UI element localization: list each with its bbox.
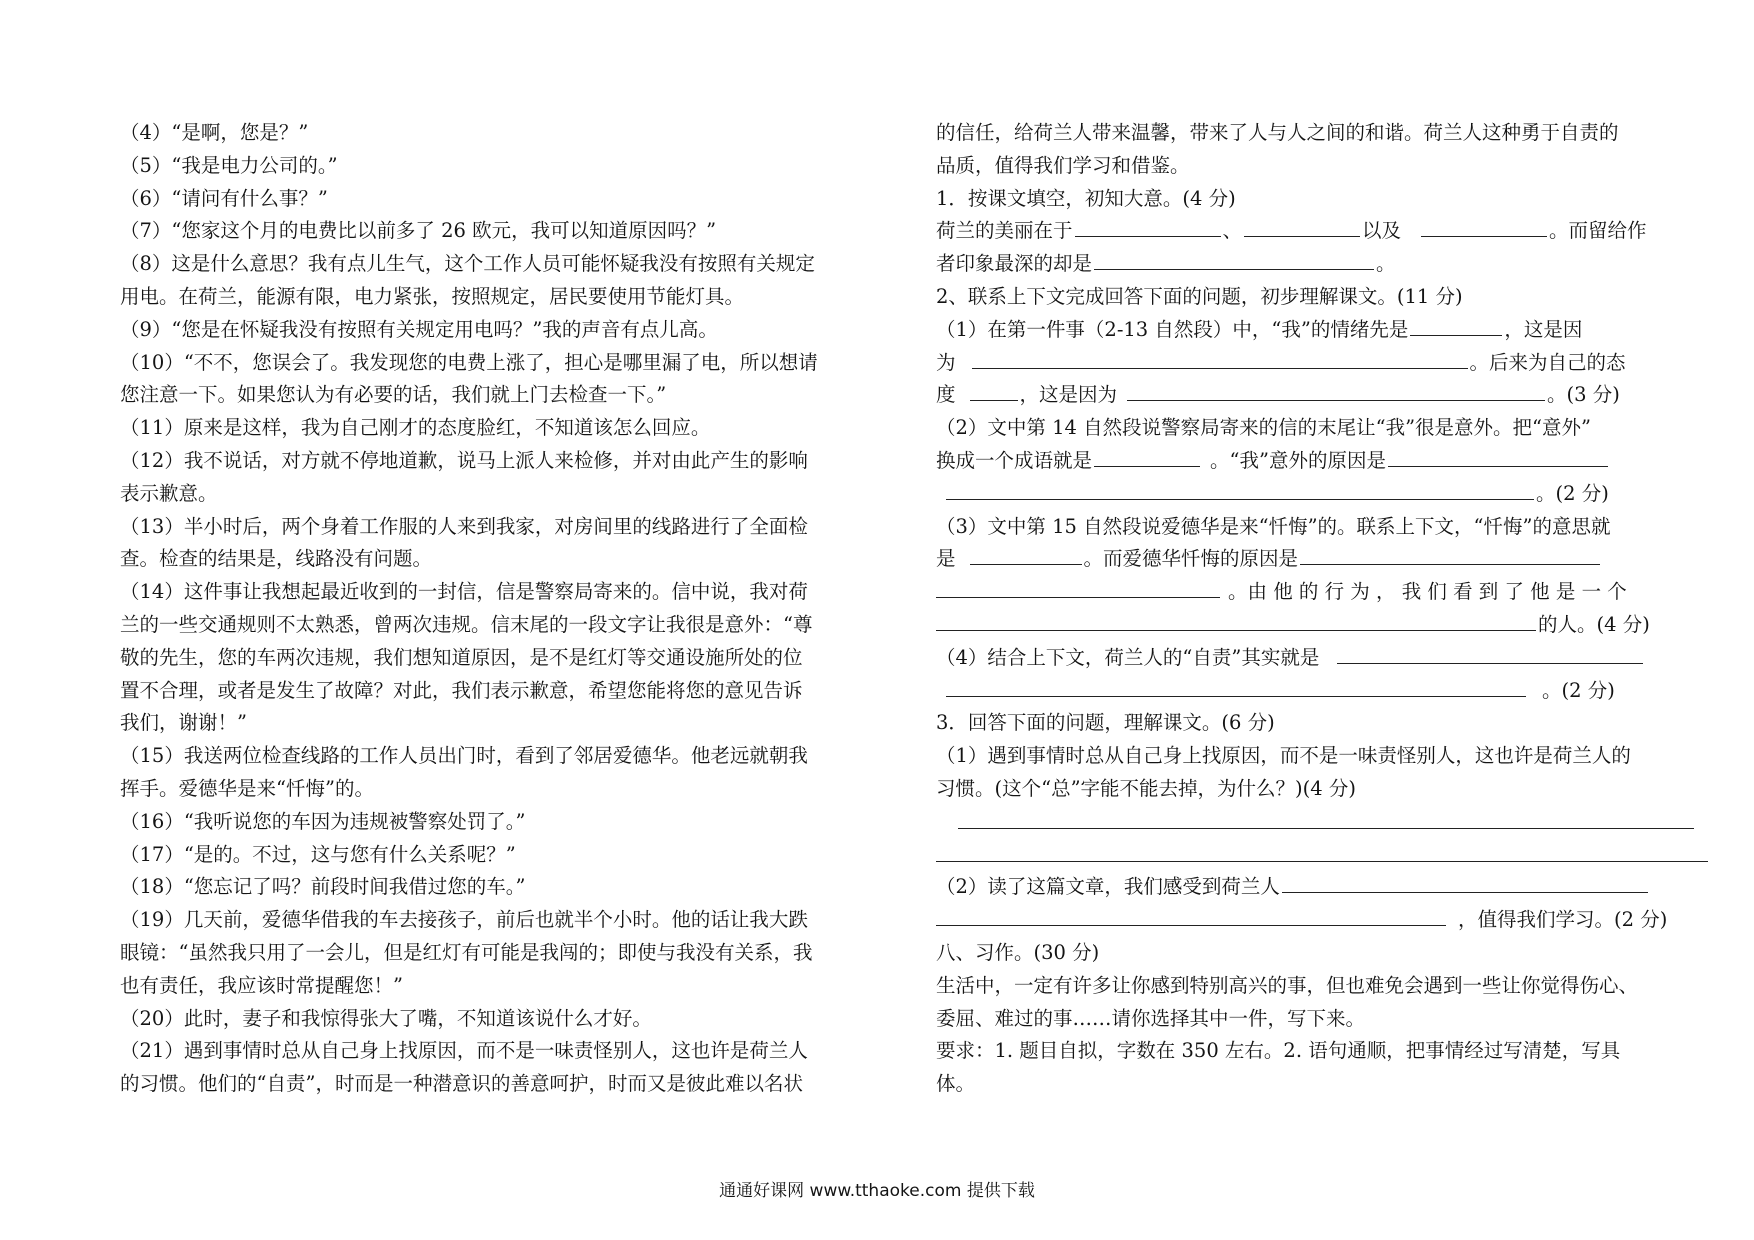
page-footer: 通通好课网 www.tthaoke.com 提供下载 <box>719 1181 1035 1201</box>
answer-blank[interactable] <box>970 379 1018 401</box>
text-line: （7）“您家这个月的电费比以前多了 26 欧元，我可以知道原因吗？” <box>120 219 717 243</box>
text-fragment: 。“我”意外的原因是 <box>1210 448 1386 472</box>
section-8-heading: 八、习作。(30 分) <box>936 940 1100 964</box>
text-line: （9）“您是在怀疑我没有按照有关规定用电吗？”我的声音有点儿高。 <box>120 317 718 341</box>
question-2-1-line-3 <box>936 379 1708 412</box>
question-2-2-line-2 <box>936 445 1708 478</box>
text-line: 兰的一些交通规则不太熟悉，曾两次违规。信末尾的一段文字让我很是意外：“尊 <box>120 612 813 636</box>
right-column <box>936 117 1708 1101</box>
text-fragment: 。由 他 的 行 为 ， 我 们 看 到 了 他 是 一 个 <box>1228 580 1627 604</box>
answer-blank[interactable] <box>1094 248 1374 270</box>
text-line: 我们，谢谢！” <box>120 711 247 735</box>
question-1-line-1 <box>936 215 1708 248</box>
text-fragment: 是 <box>936 547 956 571</box>
left-column <box>120 117 890 1101</box>
text-line: （4）“是啊，您是？” <box>120 121 309 144</box>
answer-blank[interactable] <box>1388 445 1608 467</box>
text-line: （14）这件事让我想起最近收到的一封信，信是警察局寄来的。信中说，我对荷 <box>120 580 808 604</box>
question-2-4-line-1 <box>936 642 1708 675</box>
answer-blank[interactable] <box>1421 215 1547 237</box>
answer-blank[interactable] <box>1282 871 1648 893</box>
question-1-line-2 <box>936 248 1708 281</box>
text-fragment: ，值得我们学习。(2 分) <box>1458 908 1668 932</box>
answer-blank[interactable] <box>1127 379 1545 401</box>
text-fragment: 。后来为自己的态 <box>1469 350 1626 374</box>
text-line: （15）我送两位检查线路的工作人员出门时，看到了邻居爱德华。他老远就朝我 <box>120 744 808 768</box>
question-3-1-line-2: 习惯。(这个“总”字能不能去掉，为什么？)(4 分) <box>936 776 1356 800</box>
text-line: （6）“请问有什么事？” <box>120 186 328 210</box>
answer-line[interactable] <box>936 839 1708 872</box>
answer-blank[interactable] <box>946 675 1526 697</box>
text-fragment: ，这是因 <box>1504 317 1583 341</box>
text-line: （10）“不不，您误会了。我发现您的电费上涨了，担心是哪里漏了电，所以想请 <box>120 350 818 374</box>
answer-blank[interactable] <box>972 347 1468 369</box>
answer-blank[interactable] <box>936 576 1220 598</box>
text-line: （20）此时，妻子和我惊得张大了嘴，不知道该说什么才好。 <box>120 1006 652 1030</box>
text-fragment: 。(2 分) <box>1536 481 1609 505</box>
answer-rule[interactable] <box>936 839 1708 862</box>
text-line: （17）“是的。不过，这与您有什么关系呢？” <box>120 842 516 866</box>
question-3-2-line-1 <box>936 871 1708 904</box>
text-line: 查。检查的结果是，线路没有问题。 <box>120 547 433 571</box>
text-fragment: 度 <box>936 383 956 407</box>
text-line: （13）半小时后，两个身着工作服的人来到我家，对房间里的线路进行了全面检 <box>120 514 808 538</box>
text-line: （11）原来是这样，我为自己刚才的态度脸红，不知道该怎么回应。 <box>120 416 711 440</box>
question-2-2-line-1: （2）文中第 14 自然段说警察局寄来的信的末尾让“我”很是意外。把“意外” <box>936 416 1591 440</box>
answer-blank[interactable] <box>1410 314 1502 336</box>
question-3-1-line-1: （1）遇到事情时总从自己身上找原因，而不是一味责怪别人，这也许是荷兰人的 <box>936 744 1631 768</box>
text-line: （16）“我听说您的车因为违规被警察处罚了。” <box>120 809 526 833</box>
text-line: 也有责任，我应该时常提醒您！” <box>120 973 403 997</box>
text-line: 眼镜：“虽然我只用了一会儿，但是红灯有可能是我闯的；即使与我没有关系，我 <box>120 940 813 964</box>
answer-blank[interactable] <box>946 478 1534 500</box>
text-fragment: 换成一个成语就是 <box>936 448 1093 472</box>
question-2-1-line-1 <box>936 314 1708 347</box>
text-line: 的信任，给荷兰人带来温馨，带来了人与人之间的和谐。荷兰人这种勇于自责的 <box>936 121 1619 144</box>
text-line: 体。 <box>936 1072 976 1096</box>
answer-blank[interactable] <box>1300 543 1600 565</box>
question-2-3-line-2 <box>936 543 1708 576</box>
text-line: 用电。在荷兰，能源有限，电力紧张，按照规定，居民要使用节能灯具。 <box>120 284 745 308</box>
text-fragment: 以及 <box>1362 219 1402 243</box>
text-fragment: 为 <box>936 350 956 374</box>
question-2-2-line-3 <box>936 478 1708 511</box>
text-line: （8）这是什么意思？我有点儿生气，这个工作人员可能怀疑我没有按照有关规定 <box>120 252 815 276</box>
text-fragment: （1）在第一件事（2-13 自然段）中，“我”的情绪先是 <box>936 317 1409 341</box>
question-1-heading: 1．按课文填空，初知大意。(4 分) <box>936 186 1236 210</box>
text-line: 品质，值得我们学习和借鉴。 <box>936 153 1190 177</box>
text-fragment: ，这是因为 <box>1019 383 1118 407</box>
answer-line[interactable] <box>936 806 1708 839</box>
answer-blank[interactable] <box>1075 215 1221 237</box>
answer-blank[interactable] <box>1337 642 1643 664</box>
text-line: 敬的先生，您的车两次违规，我们想知道原因，是不是红灯等交通设施所处的位 <box>120 645 803 669</box>
answer-blank[interactable] <box>936 904 1446 926</box>
text-line: 的习惯。他们的“自责”，时而是一种潜意识的善意呵护，时而又是彼此难以名状 <box>120 1072 803 1096</box>
question-2-4-line-2 <box>936 675 1708 708</box>
answer-blank[interactable] <box>970 543 1082 565</box>
answer-rule[interactable] <box>958 806 1694 829</box>
text-fragment: 。 <box>1376 252 1396 276</box>
text-fragment: 的人。(4 分) <box>1538 612 1650 636</box>
question-2-1-line-2 <box>936 347 1708 380</box>
text-line: 生活中，一定有许多让你感到特别高兴的事，但也难免会遇到一些让你觉得伤心、 <box>936 973 1639 997</box>
text-fragment: 。而爱德华忏悔的原因是 <box>1083 547 1299 571</box>
answer-blank[interactable] <box>1244 215 1360 237</box>
text-fragment: 、 <box>1222 219 1243 243</box>
answer-blank[interactable] <box>936 609 1536 631</box>
question-2-heading: 2、联系上下文完成回答下面的问题，初步理解课文。(11 分) <box>936 284 1463 308</box>
text-line: （5）“我是电力公司的。” <box>120 153 338 177</box>
text-line: 要求：1. 题目自拟，字数在 350 左右。2. 语句通顺，把事情经过写清楚，写具 <box>936 1039 1621 1063</box>
text-fragment: 。而留给作 <box>1549 219 1647 243</box>
text-line: 置不合理，或者是发生了故障？对此，我们表示歉意，希望您能将您的意见告诉 <box>120 678 803 702</box>
text-line: （19）几天前，爱德华借我的车去接孩子，前后也就半个小时。他的话让我大跌 <box>120 908 808 932</box>
question-2-3-line-3 <box>936 576 1708 609</box>
text-line: 委屈、难过的事……请你选择其中一件，写下来。 <box>936 1006 1366 1030</box>
answer-blank[interactable] <box>1094 445 1200 467</box>
text-fragment: （2）读了这篇文章，我们感受到荷兰人 <box>936 875 1280 899</box>
text-line: 表示歉意。 <box>120 481 218 505</box>
question-2-3-line-4 <box>936 609 1708 642</box>
text-line: （12）我不说话，对方就不停地道歉，说马上派人来检修，并对由此产生的影响 <box>120 448 808 472</box>
text-line: （21）遇到事情时总从自己身上找原因，而不是一味责怪别人，这也许是荷兰人 <box>120 1039 808 1063</box>
question-3-2-line-2 <box>936 904 1708 937</box>
text-line: （18）“您忘记了吗？前段时间我借过您的车。” <box>120 875 526 899</box>
text-fragment: 。(3 分) <box>1547 383 1620 407</box>
text-line: 挥手。爱德华是来“忏悔”的。 <box>120 776 374 800</box>
question-2-3-line-1: （3）文中第 15 自然段说爱德华是来“忏悔”的。联系上下文，“忏悔”的意思就 <box>936 514 1611 538</box>
text-line: 您注意一下。如果您认为有必要的话，我们就上门去检查一下。” <box>120 383 667 407</box>
question-3-heading: 3．回答下面的问题，理解课文。(6 分) <box>936 711 1275 735</box>
text-fragment: 。(2 分) <box>1542 678 1615 702</box>
text-fragment: （4）结合上下文，荷兰人的“自责”其实就是 <box>936 645 1320 669</box>
text-fragment: 者印象最深的却是 <box>936 252 1093 276</box>
text-fragment: 荷兰的美丽在于 <box>936 219 1073 243</box>
